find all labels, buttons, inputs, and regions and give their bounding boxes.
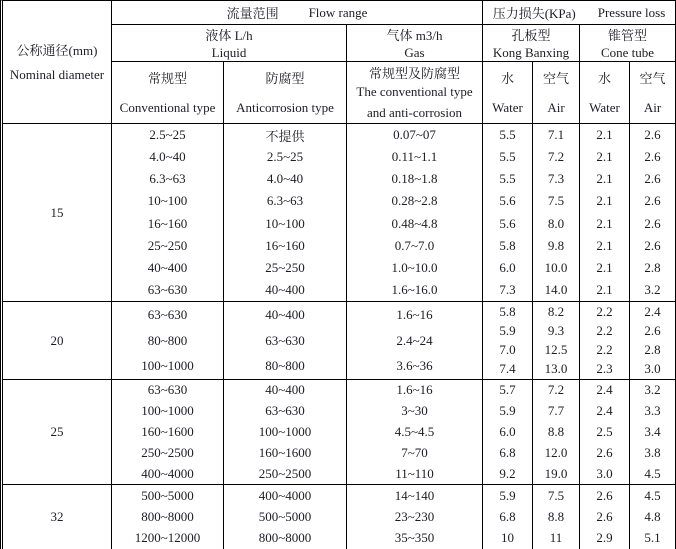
section-20-diameter-cell [3,302,112,380]
value-line: 2.6 [644,171,661,187]
header-anticorrosion-type-en: Anticorrosion type [236,99,334,115]
value-line: 80~800 [265,358,305,374]
value-line: 160~1600 [141,423,194,439]
value-line: 5.6 [499,193,516,209]
value-line: 4.5~4.5 [394,423,435,439]
value-line: 3~30 [401,403,428,419]
value-line: 2.1 [596,149,613,165]
value-line: 6.3~63 [149,171,186,187]
value-line: 0.7~7.0 [394,237,435,253]
value-line: 6.8 [499,444,516,460]
section-32-conventional-cell [112,485,224,549]
value-line: 0.18~1.8 [391,171,438,187]
value-line: 500~5000 [258,508,312,524]
header-conventional-type-zh: 常规型 [147,70,187,86]
value-line: 25~250 [265,259,305,275]
value-line: 5.5 [499,127,516,143]
value-line: 13.0 [544,361,568,377]
header-cone-type [580,25,676,62]
header-anticorrosion-type-zh: 防腐型 [265,70,305,86]
value-line: 2.6 [644,127,661,143]
value-line: 5.5 [499,149,516,165]
value-line: 0.07~07 [393,127,436,143]
value-line: 2.6 [644,149,661,165]
value-line: 7.3 [547,171,565,187]
value-line: 7.0 [499,342,516,358]
value-line: 7.3 [499,281,516,297]
header-gas-type-en1: The conventional type [356,84,473,100]
value-line: 40~400 [265,281,305,297]
value-line: 2.1 [596,259,613,275]
value-line: 3.2 [644,382,661,398]
section-20-gas-cell [347,302,483,380]
value-line: 2.1 [596,193,613,209]
value-line: 500~5000 [141,487,194,503]
section-20-anticorrosion-cell [224,302,347,380]
section-25-cone-water-cell [580,380,630,485]
header-orifice-water-zh: 水 [500,70,514,86]
header-pressure-loss-zh: 压力损失(KPa) [492,6,576,21]
section-32-cone-water-cell [580,485,630,549]
value-line: 8.8 [547,508,565,524]
value-line: 2.6 [644,215,661,231]
value-line: 23~230 [394,508,435,524]
value-line: 800~8000 [141,508,194,524]
value-line: 2.5~25 [149,127,186,143]
header-orifice-type-en: Kong Banxing [492,44,570,60]
header-pressure-loss [483,1,676,25]
section-32-gas-cell [347,485,483,549]
header-cone-water-zh: 水 [597,70,611,86]
section-15-orifice-water-cell [483,124,533,302]
value-line: 1.6~16.0 [391,281,438,297]
diameter-value: 32 [50,509,64,524]
section-15-conventional-cell [112,124,224,302]
section-15-cone-water-cell [580,124,630,302]
value-line: 2.2 [596,342,613,358]
section-25-orifice-water-cell [483,380,533,485]
value-line: 40~400 [265,382,305,398]
value-line: 7.2 [547,149,565,165]
value-line: 100~1000 [141,403,194,419]
value-line: 2.1 [596,215,613,231]
value-line: 2.1 [596,127,613,143]
value-line: 7.4 [499,361,516,377]
value-line: 2.6 [644,322,661,338]
section-32-orifice-air-cell [533,485,580,549]
value-line: 2.4 [644,303,661,319]
header-flow-range-zh: 流量范围 [226,6,279,21]
value-line: 0.11~1.1 [391,149,438,165]
section-15-gas-cell [347,124,483,302]
value-line: 250~2500 [258,465,312,481]
value-line: 4.0~40 [266,171,304,187]
section-32-orifice-water-cell [483,485,533,549]
value-line: 40~400 [265,306,305,322]
value-line: 2.2 [596,303,613,319]
header-anticorrosion-type [224,62,347,124]
value-line: 3.0 [644,361,661,377]
value-line: 8.8 [547,423,565,439]
header-cone-water [580,62,630,124]
value-line: 2.8 [644,259,661,275]
value-line: 25~250 [147,237,188,253]
diameter-value: 15 [50,204,64,220]
value-line: 100~1000 [258,423,312,439]
value-line: 9.8 [547,237,565,253]
header-cone-air [630,62,676,124]
value-line: 10 [501,530,514,546]
value-line: 8.0 [547,215,565,231]
value-line: 0.28~2.8 [391,193,438,209]
header-flow-range [112,1,483,25]
value-line: 6.3~63 [266,193,304,209]
value-line: 2.4~24 [396,332,433,348]
header-cone-type-zh: 锥管型 [607,28,647,43]
value-line: 2.6 [596,487,613,503]
value-line: 1.6~16 [396,382,433,398]
value-line: 2.1 [596,171,613,187]
section-20-cone-water-cell [580,302,630,380]
value-line: 6.0 [499,423,516,439]
section-25-cone-air-cell [630,380,676,485]
diameter-value: 25 [50,424,64,439]
header-gas-type-en2: and anti-corrosion [367,104,462,120]
header-gas-zh: 气体 m3/h [386,28,443,43]
value-line: 2.9 [596,530,613,546]
header-liquid-zh: 液体 L/h [205,28,253,43]
value-line: 35~350 [394,530,435,546]
value-line: 400~4000 [141,465,194,481]
value-line: 2.2 [596,322,613,338]
header-orifice-water [483,62,533,124]
value-line: 10~100 [265,215,305,231]
diameter-value: 20 [50,332,64,348]
value-line: 160~1600 [258,444,312,460]
value-line: 40~400 [147,259,188,275]
section-32-cone-air-cell [630,485,676,549]
value-line: 63~630 [265,403,305,419]
value-line: 1.0~10.0 [391,259,438,275]
header-cone-air-zh: 空气 [639,70,666,86]
value-line: 16~160 [265,237,305,253]
value-line: 63~630 [147,306,188,322]
value-line: 6.8 [499,508,516,524]
header-orifice-type-zh: 孔板型 [511,28,551,43]
header-nominal-diameter-en: Nominal diameter [9,66,105,82]
value-line: 2.1 [596,237,613,253]
header-orifice-water-en: Water [492,99,523,115]
value-line: 400~4000 [258,487,312,503]
value-line: 3.0 [596,465,613,481]
section-25-orifice-air-cell [533,380,580,485]
value-line: 80~800 [147,332,188,348]
value-line: 7~70 [401,444,428,460]
header-gas-en: Gas [404,44,425,60]
header-cone-air-en: Air [643,99,662,115]
header-orifice-air-zh: 空气 [542,70,569,86]
value-line: 10.0 [544,259,568,275]
value-line: 7.2 [547,382,565,398]
value-line: 800~8000 [258,530,312,546]
value-line: 5.8 [499,303,516,319]
header-gas-type [347,62,483,124]
value-line: 1.6~16 [396,306,433,322]
header-nominal-diameter [3,1,112,124]
value-line: 7.1 [547,127,565,143]
value-line: 5.7 [499,382,516,398]
value-line: 2.6 [644,193,661,209]
value-line: 3.3 [644,403,661,419]
value-line: 250~2500 [141,444,194,460]
header-conventional-type [112,62,224,124]
header-liquid [112,25,347,62]
header-pressure-loss-en: Pressure loss [597,4,666,20]
value-line: 11 [549,530,563,546]
value-line: 0.48~4.8 [391,215,438,231]
value-line: 2.5 [596,423,613,439]
value-line: 7.7 [547,403,565,419]
header-conventional-type-en: Conventional type [119,99,216,115]
value-line: 3.2 [644,281,661,297]
section-25-conventional-cell [112,380,224,485]
value-line: 2.1 [596,281,613,297]
value-line: 14.0 [544,281,568,297]
value-line: 2.4 [596,403,613,419]
value-line: 2.6 [596,444,613,460]
value-line: 3.4 [644,423,661,439]
section-20-cone-air-cell [630,302,676,380]
value-line: 100~1000 [141,358,194,374]
value-line: 11~110 [395,465,434,481]
value-line: 5.1 [644,530,661,546]
header-cone-water-en: Water [589,99,620,115]
value-line: 7.5 [547,193,565,209]
header-gas [347,25,483,62]
value-line: 5.6 [499,215,516,231]
value-line: 3.6~36 [396,358,433,374]
value-line: 63~630 [147,281,188,297]
header-orifice-type [483,25,580,62]
value-line: 4.0~40 [149,149,186,165]
section-20-conventional-cell [112,302,224,380]
section-20-orifice-water-cell [483,302,533,380]
section-32-anticorrosion-cell [224,485,347,549]
section-15-diameter-cell [3,124,112,302]
value-line: 8.2 [547,303,565,319]
value-line: 63~630 [265,332,305,348]
value-line: 10~100 [147,193,188,209]
value-line: 7.5 [547,487,565,503]
value-line: 12.0 [544,444,568,460]
value-line: 3.8 [644,444,661,460]
value-line: 9.2 [499,465,516,481]
value-line: 4.8 [644,508,661,524]
value-line: 1200~12000 [134,530,201,546]
value-line: 2.6 [596,508,613,524]
section-15-orifice-air-cell [533,124,580,302]
value-line: 2.5~25 [266,149,304,165]
value-line: 2.8 [644,342,661,358]
section-25-gas-cell [347,380,483,485]
header-nominal-diameter-zh: 公称通径(mm) [16,43,98,58]
header-gas-type-zh: 常规型及防腐型 [368,65,460,81]
value-line: 63~630 [147,382,188,398]
header-cone-type-en: Cone tube [600,44,655,60]
value-line: 16~160 [147,215,188,231]
section-25-anticorrosion-cell [224,380,347,485]
value-line: 2.4 [596,382,613,398]
value-line: 6.0 [499,259,516,275]
header-orifice-air [533,62,580,124]
value-line: 5.9 [499,487,516,503]
section-15-cone-air-cell [630,124,676,302]
section-25-diameter-cell [3,380,112,485]
value-line: 9.3 [547,322,565,338]
header-orifice-air-en: Air [547,99,565,115]
section-20-orifice-air-cell [533,302,580,380]
value-line: 2.3 [596,361,613,377]
section-32-diameter-cell [3,485,112,549]
value-line: 5.9 [499,403,516,419]
value-line: 5.9 [499,322,516,338]
value-line: 4.5 [644,487,661,503]
value-line: 不提供 [265,128,305,144]
header-flow-range-en: Flow range [308,4,368,20]
value-line: 5.8 [499,237,516,253]
section-15-anticorrosion-cell [224,124,347,302]
value-line: 14~140 [394,487,435,503]
value-line: 2.6 [644,237,661,253]
header-liquid-en: Liquid [211,44,247,60]
value-line: 12.5 [544,342,568,358]
value-line: 4.5 [644,465,661,481]
value-line: 5.5 [499,171,516,187]
value-line: 19.0 [544,465,568,481]
